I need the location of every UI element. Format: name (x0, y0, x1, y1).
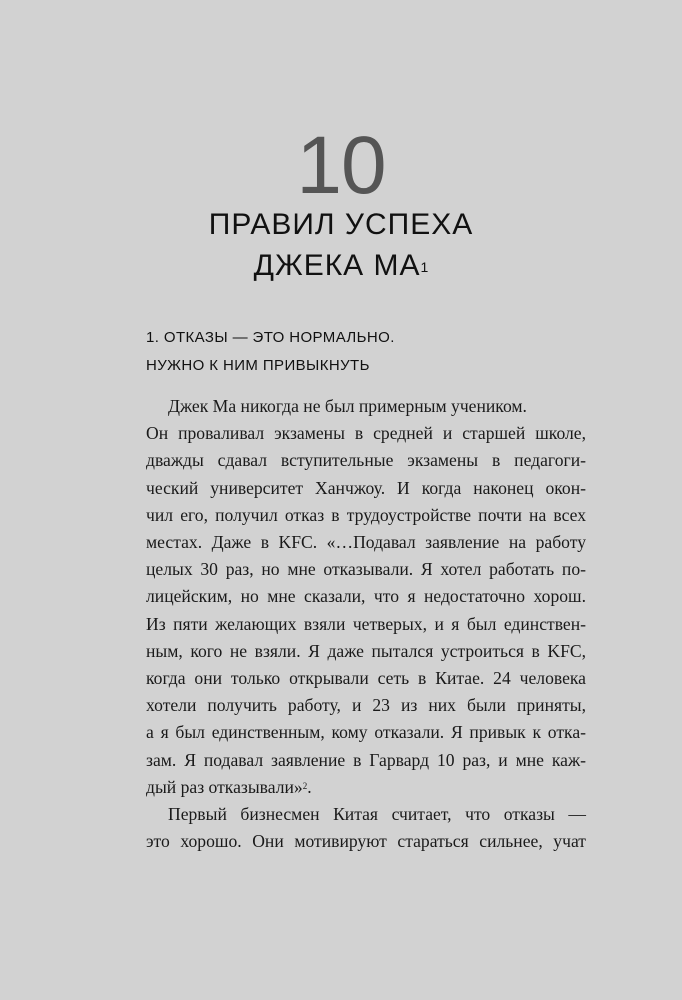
paragraph-1-line: ческий университет Ханчжоу. И когда наконец окон- (146, 477, 586, 498)
paragraph-2-line: Первый бизнесмен Китая считает, что отказы — (168, 804, 586, 825)
footnote-marker-2[interactable]: 2 (302, 780, 308, 791)
paragraph-1-line: а я был единственным, кому отказали. Я привык к отка- (146, 722, 586, 743)
chapter-title-line-1: ПРАВИЛ УСПЕХА (208, 208, 474, 241)
paragraph-1-line: зам. Я подавал заявление в Гарвард 10 раз, и мне каж- (146, 749, 586, 770)
paragraph-1-last-line: дый раз отказывали»$^2$. (146, 776, 312, 797)
paragraph-1-line: Джек Ма никогда не был примерным учеником. (168, 396, 527, 416)
chapter-number: 10 (296, 120, 386, 211)
paragraph-1-line: хотели получить работу, и 23 из них были приняты, (146, 695, 586, 716)
paragraph-1-line: дважды сдавал вступительные экзамены в педагоги- (146, 450, 586, 471)
paragraph-1-line: чил его, получил отказ в трудоустройстве почти на всех (146, 504, 586, 525)
chapter-title-footnote-marker[interactable]: 1 (420, 259, 429, 275)
paragraph-1-line: лицейским, но мне сказали, что я недостаточно хорош. (146, 586, 586, 607)
paragraph-2 (146, 801, 586, 855)
body-text (146, 393, 586, 855)
paragraph-1-line: местах. Даже в KFC. «…Подавал заявление на работу (146, 532, 586, 553)
paragraph-1-line: когда они только открывали сеть в Китае. 24 человека (146, 668, 586, 689)
paragraph-1-line: целых 30 раз, но мне отказывали. Я хотел работать по- (146, 559, 586, 580)
section-heading-line-1: 1. ОТКАЗЫ — ЭТО НОРМАЛЬНО. (146, 329, 395, 346)
paragraph-1-line: Из пяти желающих взяли четверых, и я был единствен- (146, 613, 586, 634)
paragraph-1 (146, 393, 586, 801)
paragraph-1-line: ным, кого не взяли. Я даже пытался устроиться в KFC, (146, 640, 586, 661)
chapter-title-line-2 (0, 245, 682, 286)
section-heading (146, 324, 395, 380)
paragraph-2-line: это хорошо. Они мотивируют стараться сильнее, учат (146, 831, 586, 852)
section-heading-line-2: НУЖНО К НИМ ПРИВЫКНУТЬ (146, 357, 370, 374)
paragraph-1-line: Он проваливал экзамены в средней и старшей школе, (146, 423, 586, 444)
chapter-title-line-2-text: ДЖЕКА МА (253, 249, 421, 282)
chapter-title (0, 204, 682, 286)
